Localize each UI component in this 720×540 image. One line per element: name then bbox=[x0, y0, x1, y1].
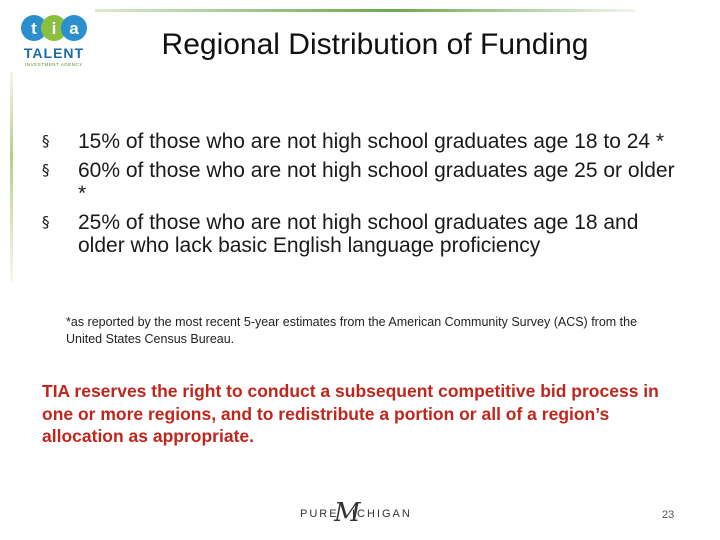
footnote: *as reported by the most recent 5-year estimates from the American Community Survey (ACS) from the United States Census Bureau. bbox=[66, 315, 638, 346]
logo-script-m: M bbox=[334, 498, 361, 528]
bullet-marker: § bbox=[42, 132, 50, 150]
top-accent-bar bbox=[95, 9, 635, 12]
bullet-marker: § bbox=[42, 160, 50, 179]
logo-brand-text: TALENT bbox=[23, 45, 85, 61]
bullet-text: 25% of those who are not high school graduates age 18 and older who lack basic English language proficiency bbox=[78, 210, 639, 257]
bullet-marker: § bbox=[42, 212, 50, 231]
bullet-item bbox=[42, 159, 682, 206]
bullet-text: 60% of those who are not high school graduates age 25 or older * bbox=[78, 158, 675, 205]
page-number: 23 bbox=[662, 509, 675, 521]
svg-text:t: t bbox=[31, 19, 37, 38]
left-accent-bar bbox=[10, 72, 13, 282]
notice-text: TIA reserves the right to conduct a subsequent competitive bid process in one or more regions, and to redistribute a portion or all of a region’s allocation as appropriate. bbox=[42, 381, 659, 446]
bullet-item bbox=[42, 130, 682, 154]
logo-word-pure: PURE bbox=[300, 508, 339, 520]
tia-logo-mark bbox=[20, 12, 88, 44]
tia-logo bbox=[14, 12, 94, 68]
bullet-list bbox=[42, 130, 682, 263]
pure-michigan-logo bbox=[300, 500, 440, 530]
bullet-item bbox=[42, 211, 682, 258]
slide-title: Regional Distribution of Funding bbox=[161, 28, 589, 61]
svg-text:a: a bbox=[69, 19, 79, 38]
logo-word-michigan: ICHIGAN bbox=[352, 508, 412, 520]
bullet-text: 15% of those who are not high school graduates age 18 to 24 * bbox=[78, 130, 665, 153]
svg-text:i: i bbox=[51, 19, 57, 38]
logo-subtext: INVESTMENT AGENCY bbox=[25, 62, 83, 67]
